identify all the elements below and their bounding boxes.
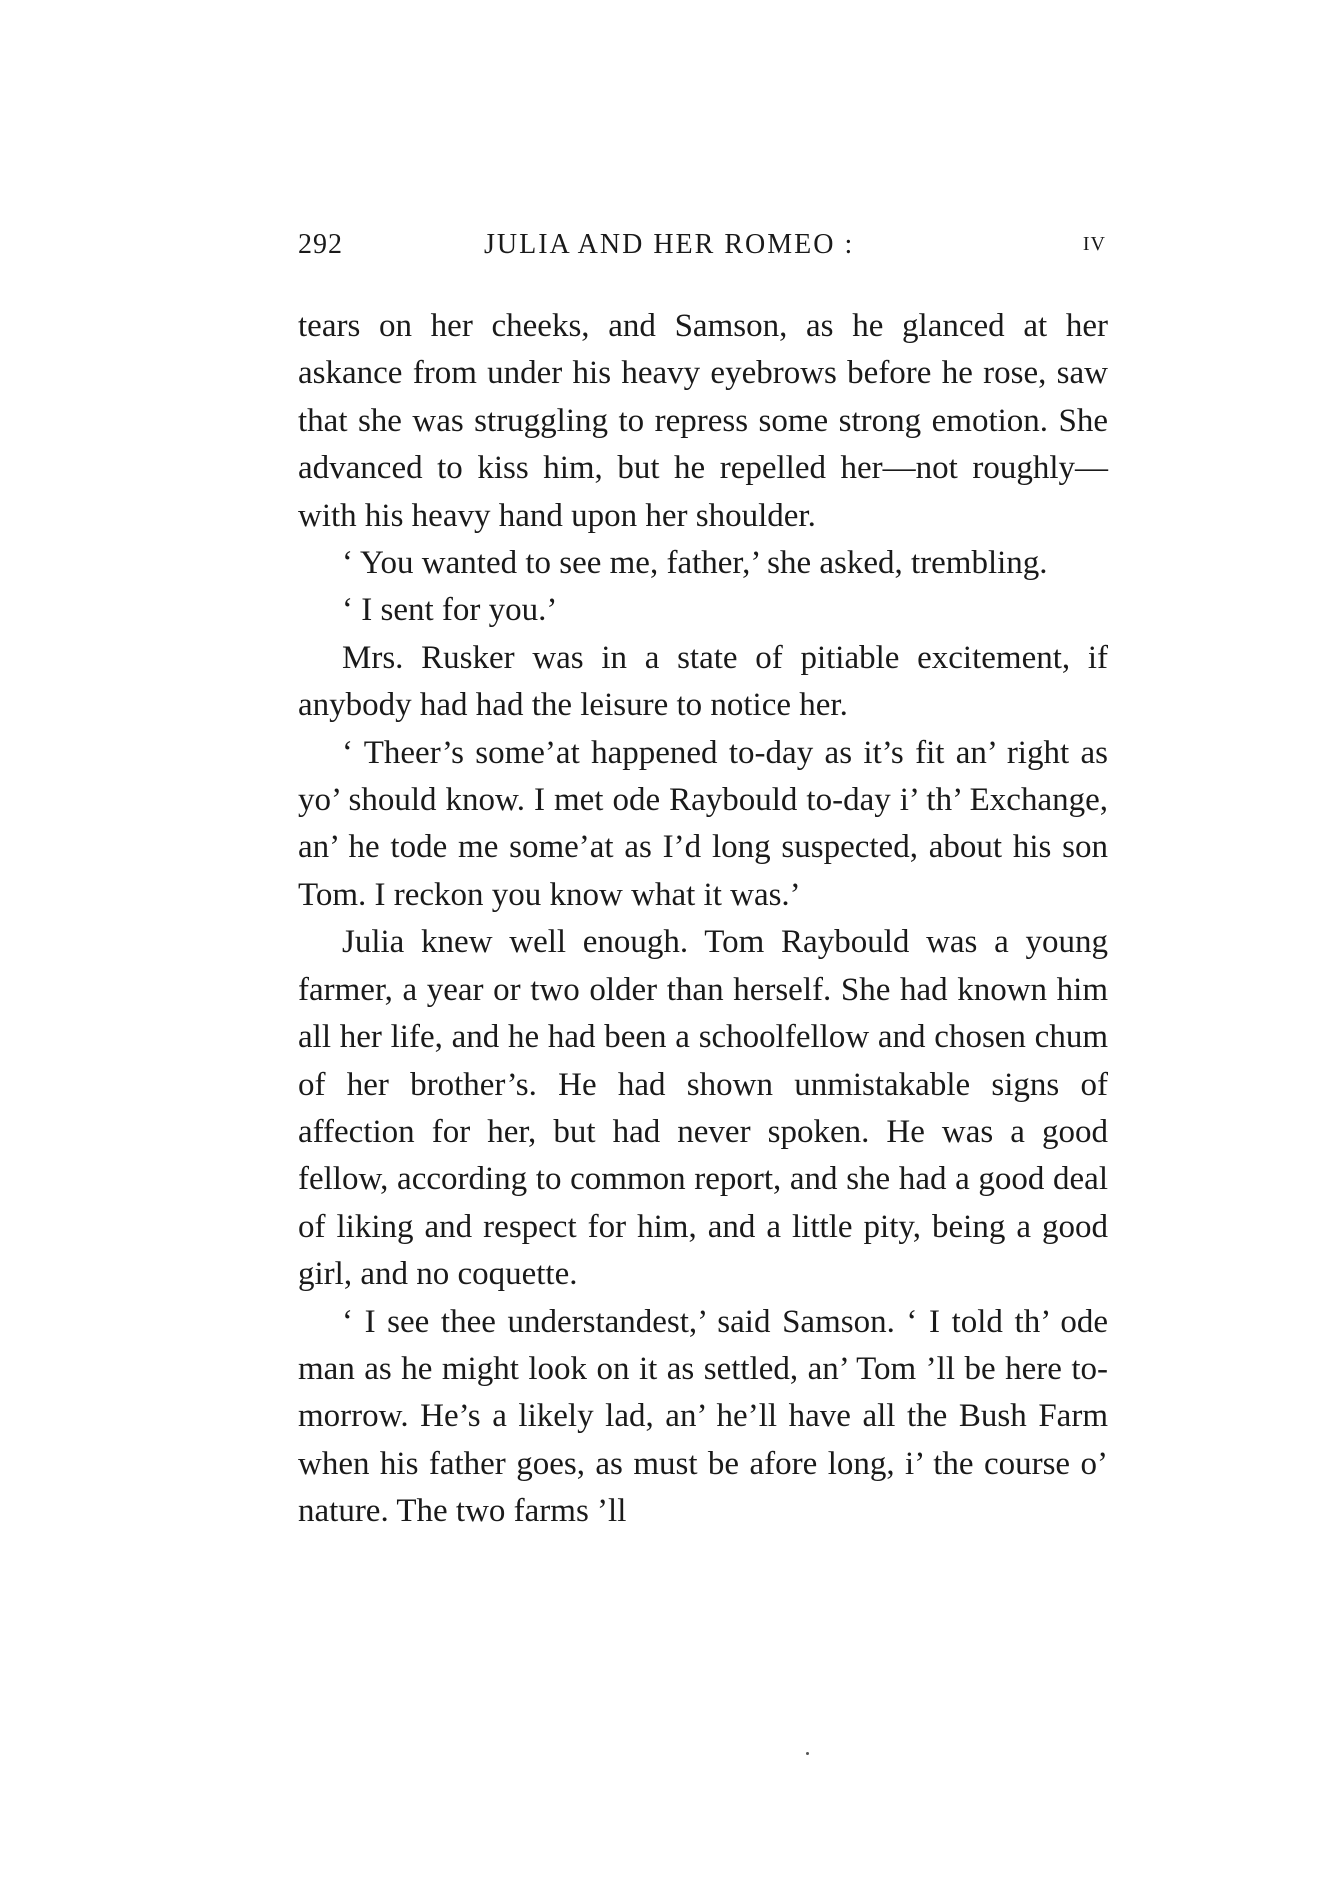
book-page bbox=[298, 225, 1108, 1536]
paragraph: Mrs. Rusker was in a state of pitiable excitement, if anybody had had the leisure to notice her. bbox=[298, 639, 1108, 724]
paragraph: ‘ You wanted to see me, father,’ she asked, trembling. bbox=[342, 545, 1048, 582]
paragraph: ‘ Theer’s some’at happened to-day as it’s fit an’ right as yo’ should know. I met ode Raybould to-day i’ th’ Exchange, an’ he tode me some’at as I’d long suspected, about his son Tom. I reckon you know what it was.’ bbox=[298, 734, 1108, 913]
running-header bbox=[298, 225, 1108, 265]
paragraph: ‘ I see thee understandest,’ said Samson. ‘ I told th’ ode man as he might look on it as settled, an’ Tom ’ll be here to-morrow. He’s a likely lad, an’ he’ll have all the Bush Farm when his father goes, as must be afore long, i’ the course o’ nature. The two farms ’ll bbox=[298, 1303, 1108, 1530]
paragraph: Julia knew well enough. Tom Raybould was a young farmer, a year or two older than herself. She had known him all her life, and he had been a schoolfellow and chosen chum of her brother’s. He had shown unmistakable signs of affection for her, but had never spoken. He was a good fellow, according to common report, and she had a good deal of liking and respect for him, and a little pity, being a good girl, and no coquette. bbox=[298, 924, 1108, 1293]
paragraph: tears on her cheeks, and Samson, as he glanced at her askance from under his heavy eyebrows before he rose, saw that she was struggling to repress some strong emotion. She advanced to kiss him, but he repelled her—not roughly—with his heavy hand upon her shoulder. bbox=[298, 308, 1108, 534]
print-speck bbox=[806, 1752, 809, 1755]
paragraph: ‘ I sent for you.’ bbox=[342, 592, 558, 629]
running-title: JULIA AND HER ROMEO : bbox=[484, 229, 855, 260]
page-number: 292 bbox=[298, 229, 343, 260]
body-text bbox=[298, 303, 1108, 1536]
section-number: IV bbox=[1082, 233, 1106, 255]
